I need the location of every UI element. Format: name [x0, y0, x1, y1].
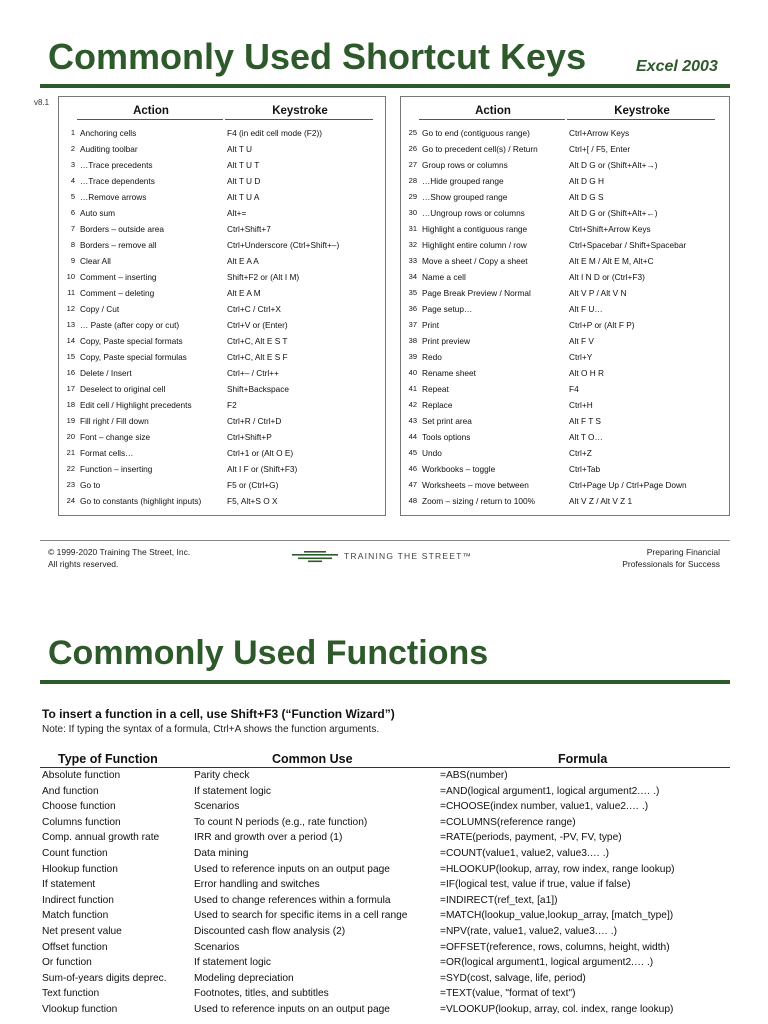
shortcut-action: Comment – inserting: [80, 272, 157, 282]
shortcut-keystroke: F4 (in edit cell mode (F2)): [227, 128, 322, 138]
shortcut-action: …Hide grouped range: [422, 176, 504, 186]
function-type: Indirect function: [42, 894, 114, 906]
shortcut-number: 31: [408, 224, 417, 233]
function-use: Data mining: [194, 847, 249, 859]
shortcut-keystroke: Ctrl+R / Ctrl+D: [227, 416, 282, 426]
footer-tagline: [560, 546, 720, 570]
shortcut-number: 1: [70, 128, 75, 137]
shortcut-action: Replace: [422, 400, 453, 410]
shortcut-row: [401, 189, 729, 205]
function-row: [0, 768, 768, 784]
shortcut-number: 8: [70, 240, 75, 249]
shortcut-number: 41: [408, 384, 417, 393]
function-row: [0, 940, 768, 956]
company-logo: [292, 546, 472, 566]
shortcut-number: 45: [408, 448, 417, 457]
shortcut-keystroke: Ctrl+V or (Enter): [227, 320, 288, 330]
function-formula: =OFFSET(reference, rows, columns, height, width): [440, 941, 670, 953]
formula-header: Formula: [558, 752, 608, 766]
function-row: [0, 971, 768, 987]
shortcut-action: Zoom – sizing / return to 100%: [422, 496, 535, 506]
shortcut-row: [59, 269, 385, 285]
function-type: Columns function: [42, 816, 121, 828]
shortcut-keystroke: Ctrl+P or (Alt F P): [569, 320, 635, 330]
shortcut-row: [401, 477, 729, 493]
shortcut-action: Workbooks – toggle: [422, 464, 496, 474]
shortcut-number: 4: [70, 176, 75, 185]
shortcut-number: 32: [408, 240, 417, 249]
shortcut-keystroke: Ctrl+Tab: [569, 464, 601, 474]
function-row: [0, 986, 768, 1002]
footer-copyright: [48, 546, 190, 570]
shortcut-number: 42: [408, 400, 417, 409]
edition-label: Excel 2003: [636, 58, 718, 75]
shortcut-keystroke: Ctrl+C, Alt E S T: [227, 336, 288, 346]
shortcut-keystroke: Alt T U A: [227, 192, 260, 202]
shortcut-row: [59, 173, 385, 189]
shortcut-keystroke: Alt V Z / Alt V Z 1: [569, 496, 633, 506]
shortcut-keystroke: Ctrl+Page Up / Ctrl+Page Down: [569, 480, 687, 490]
shortcut-number: 22: [66, 464, 75, 473]
shortcut-row: [401, 285, 729, 301]
shortcut-keystroke: Alt D G H: [569, 176, 605, 186]
shortcut-row: [59, 381, 385, 397]
shortcut-action: Repeat: [422, 384, 449, 394]
shortcut-number: 5: [70, 192, 75, 201]
shortcut-row: [401, 253, 729, 269]
function-type: Count function: [42, 847, 108, 859]
shortcut-row: [59, 189, 385, 205]
shortcut-action: Highlight a contiguous range: [422, 224, 528, 234]
shortcut-action: …Remove arrows: [80, 192, 147, 202]
function-formula: =CHOOSE(index number, value1, value2.… .): [440, 801, 649, 813]
shortcut-keystroke: Alt T U: [227, 144, 253, 154]
shortcut-row: [59, 317, 385, 333]
shortcut-action: Highlight entire column / row: [422, 240, 527, 250]
shortcuts-table-right: [400, 96, 730, 516]
shortcut-number: 10: [66, 272, 75, 281]
shortcut-row: [401, 493, 729, 509]
tagline-line-2: Professionals for Success: [622, 559, 720, 569]
shortcut-keystroke: Shift+Backspace: [227, 384, 290, 394]
shortcut-keystroke: Alt D G or (Shift+Alt+→): [569, 160, 658, 170]
shortcut-row: [59, 429, 385, 445]
function-type: Offset function: [42, 941, 108, 953]
function-formula: =HLOOKUP(lookup, array, row index, range lookup): [440, 863, 675, 875]
function-use: Error handling and switches: [194, 879, 320, 891]
type-of-function-header: Type of Function: [58, 752, 158, 766]
shortcut-row: [401, 221, 729, 237]
shortcut-number: 38: [408, 336, 417, 345]
action-header: Action: [475, 105, 511, 117]
shortcut-row: [59, 157, 385, 173]
shortcut-row: [401, 461, 729, 477]
shortcut-number: 30: [408, 208, 417, 217]
shortcut-row: [59, 141, 385, 157]
shortcut-action: Fill right / Fill down: [80, 416, 149, 426]
function-type: Net present value: [42, 925, 122, 937]
shortcut-rows-right: [401, 125, 729, 509]
common-use-header: Common Use: [272, 752, 353, 766]
shortcut-row: [59, 333, 385, 349]
shortcut-row: [59, 365, 385, 381]
function-instruction: To insert a function in a cell, use Shift+F3 (“Function Wizard”): [42, 707, 395, 721]
function-formula: =VLOOKUP(lookup, array, col. index, range lookup): [440, 1003, 674, 1015]
shortcut-keystroke: Ctrl+Spacebar / Shift+Spacebar: [569, 240, 687, 250]
shortcut-action: Set print area: [422, 416, 472, 426]
shortcut-row: [401, 429, 729, 445]
shortcut-action: …Show grouped range: [422, 192, 508, 202]
function-formula: =IF(logical test, value if true, value if false): [440, 879, 631, 891]
shortcut-keystroke: Alt F U…: [569, 304, 603, 314]
shortcut-keystroke: F4: [569, 384, 579, 394]
functions-title-divider: [40, 680, 730, 684]
shortcut-number: 12: [66, 304, 75, 313]
shortcut-number: 43: [408, 416, 417, 425]
shortcut-row: [59, 477, 385, 493]
shortcut-row: [59, 285, 385, 301]
function-use: Used to reference inputs on an output page: [194, 1003, 390, 1015]
shortcut-row: [401, 397, 729, 413]
function-type: If statement: [42, 879, 96, 891]
shortcut-action: Format cells…: [80, 448, 134, 458]
function-type: Vlookup function: [42, 1003, 118, 1015]
shortcut-action: Name a cell: [422, 272, 466, 282]
shortcut-row: [59, 461, 385, 477]
shortcut-number: 47: [408, 480, 417, 489]
keystroke-header-underline: [567, 119, 715, 120]
shortcut-number: 9: [70, 256, 75, 265]
shortcut-keystroke: Ctrl+C, Alt E S F: [227, 352, 288, 362]
shortcut-keystroke: Alt E A M: [227, 288, 261, 298]
shortcut-action: Auto sum: [80, 208, 116, 218]
shortcut-keystroke: Ctrl+Shift+7: [227, 224, 271, 234]
shortcut-keystroke: Ctrl+– / Ctrl++: [227, 368, 279, 378]
function-type: Absolute function: [42, 770, 121, 781]
action-header-underline: [419, 119, 565, 120]
shortcut-number: 17: [66, 384, 75, 393]
function-use: Used to change references within a formula: [194, 894, 391, 906]
shortcut-row: [401, 173, 729, 189]
function-type: And function: [42, 785, 99, 797]
function-type: Comp. annual growth rate: [42, 832, 160, 844]
function-row: [0, 815, 768, 831]
shortcut-row: [401, 333, 729, 349]
keystroke-header: Keystroke: [272, 105, 328, 117]
shortcut-action: Copy, Paste special formulas: [80, 352, 187, 362]
tagline-line-1: Preparing Financial: [646, 547, 720, 557]
shortcut-number: 39: [408, 352, 417, 361]
shortcut-number: 15: [66, 352, 75, 361]
shortcut-number: 7: [70, 224, 75, 233]
function-row: [0, 862, 768, 878]
shortcut-row: [59, 205, 385, 221]
function-type: Choose function: [42, 801, 116, 813]
shortcut-number: 23: [66, 480, 75, 489]
function-formula: =RATE(periods, payment, -PV, FV, type): [440, 832, 622, 844]
shortcut-keystroke: Ctrl+Y: [569, 352, 593, 362]
shortcut-keystroke: Alt F T S: [569, 416, 601, 426]
shortcut-number: 28: [408, 176, 417, 185]
shortcut-keystroke: Ctrl+[ / F5, Enter: [569, 144, 631, 154]
shortcut-action: Font – change size: [80, 432, 151, 442]
shortcut-row: [59, 125, 385, 141]
function-use: Scenarios: [194, 941, 240, 953]
shortcut-action: …Trace precedents: [80, 160, 153, 170]
function-use: Discounted cash flow analysis (2): [194, 925, 346, 937]
shortcut-keystroke: Alt I F or (Shift+F3): [227, 464, 298, 474]
shortcut-row: [401, 349, 729, 365]
shortcut-keystroke: Ctrl+Shift+P: [227, 432, 272, 442]
function-row: [0, 830, 768, 846]
shortcut-keystroke: Shift+F2 or (Alt I M): [227, 272, 300, 282]
shortcut-action: Borders – remove all: [80, 240, 157, 250]
shortcut-number: 37: [408, 320, 417, 329]
shortcut-number: 40: [408, 368, 417, 377]
shortcut-rows-left: [59, 125, 385, 509]
shortcut-action: Print: [422, 320, 440, 330]
shortcut-action: Auditing toolbar: [80, 144, 138, 154]
title-divider: [40, 84, 730, 88]
shortcut-number: 13: [66, 320, 75, 329]
shortcut-keystroke: Alt T U D: [227, 176, 261, 186]
shortcut-keystroke: Alt F V: [569, 336, 594, 346]
shortcut-number: 14: [66, 336, 75, 345]
shortcut-row: [401, 445, 729, 461]
shortcut-keystroke: F5, Alt+S O X: [227, 496, 278, 506]
shortcut-action: Redo: [422, 352, 442, 362]
shortcut-number: 36: [408, 304, 417, 313]
shortcut-number: 34: [408, 272, 417, 281]
shortcut-row: [401, 269, 729, 285]
shortcut-action: Group rows or columns: [422, 160, 508, 170]
function-formula: =NPV(rate, value1, value2, value3.… .): [440, 925, 617, 937]
shortcut-action: Go to: [80, 480, 101, 490]
shortcut-number: 11: [67, 288, 75, 297]
shortcut-action: Print preview: [422, 336, 470, 346]
action-header: Action: [133, 105, 169, 117]
shortcut-row: [59, 253, 385, 269]
shortcut-number: 25: [408, 128, 417, 137]
function-type: Hlookup function: [42, 863, 118, 875]
shortcut-keystroke: Alt V P / Alt V N: [569, 288, 627, 298]
shortcut-action: Deselect to original cell: [80, 384, 166, 394]
shortcut-row: [401, 301, 729, 317]
shortcut-number: 2: [70, 144, 75, 153]
function-type: Sum-of-years digits deprec.: [42, 972, 167, 984]
shortcut-action: Worksheets – move between: [422, 480, 529, 490]
rights-text: All rights reserved.: [48, 559, 119, 569]
shortcut-row: [59, 237, 385, 253]
footer-divider: [40, 540, 730, 541]
shortcut-keystroke: Ctrl+Underscore (Ctrl+Shift+–): [227, 240, 340, 250]
shortcut-number: 3: [70, 160, 75, 169]
function-type: Match function: [42, 910, 109, 922]
function-formula: =AND(logical argument1, logical argument2.… .): [440, 785, 660, 797]
function-row: [0, 893, 768, 909]
shortcut-keystroke: F2: [227, 400, 237, 410]
copyright-text: © 1999-2020 Training The Street, Inc.: [48, 547, 191, 557]
function-formula: =COLUMNS(reference range): [440, 816, 576, 828]
shortcut-number: 26: [408, 144, 417, 153]
function-use: Parity check: [194, 770, 250, 781]
function-formula: =SYD(cost, salvage, life, period): [440, 972, 586, 984]
function-row: [0, 784, 768, 800]
shortcut-number: 19: [66, 416, 75, 425]
shortcut-keystroke: Ctrl+Z: [569, 448, 592, 458]
function-use: Footnotes, titles, and subtitles: [194, 988, 329, 1000]
function-rows: [0, 768, 768, 1018]
shortcut-action: Undo: [422, 448, 442, 458]
shortcut-keystroke: Ctrl+Arrow Keys: [569, 128, 630, 138]
function-formula: =OR(logical argument1, logical argument2.… .): [440, 957, 654, 969]
function-row: [0, 846, 768, 862]
shortcut-action: Go to constants (highlight inputs): [80, 496, 202, 506]
function-use: If statement logic: [194, 785, 272, 797]
function-use: If statement logic: [194, 957, 272, 969]
version-label: v8.1: [34, 98, 50, 107]
keystroke-header: Keystroke: [614, 105, 670, 117]
action-header-underline: [77, 119, 223, 120]
function-use: Used to search for specific items in a cell range: [194, 910, 408, 922]
function-formula: =COUNT(value1, value2, value3.… .): [440, 847, 610, 859]
function-use: To count N periods (e.g., rate function): [194, 816, 368, 828]
shortcut-number: 24: [66, 496, 75, 505]
shortcut-action: Page setup…: [422, 304, 473, 314]
shortcut-number: 21: [66, 448, 75, 457]
function-formula: =ABS(number): [440, 770, 508, 781]
shortcut-action: Comment – deleting: [80, 288, 155, 298]
shortcut-number: 46: [408, 464, 417, 473]
shortcut-row: [401, 413, 729, 429]
shortcuts-title: Commonly Used Shortcut Keys: [48, 36, 587, 77]
shortcut-row: [401, 125, 729, 141]
shortcut-row: [401, 141, 729, 157]
shortcut-keystroke: Ctrl+Shift+Arrow Keys: [569, 224, 651, 234]
shortcut-action: Function – inserting: [80, 464, 153, 474]
shortcut-action: Copy, Paste special formats: [80, 336, 183, 346]
function-row: [0, 908, 768, 924]
function-formula: =TEXT(value, "format of text"): [440, 988, 576, 1000]
shortcut-number: 35: [408, 288, 417, 297]
shortcut-number: 18: [66, 400, 75, 409]
shortcut-action: Page Break Preview / Normal: [422, 288, 531, 298]
shortcut-keystroke: Alt D G or (Shift+Alt+←): [569, 208, 658, 218]
shortcut-keystroke: Alt+=: [227, 208, 247, 218]
shortcut-action: Tools options: [422, 432, 471, 442]
shortcuts-table-left: [58, 96, 386, 516]
shortcut-keystroke: Alt T O…: [569, 432, 603, 442]
shortcut-number: 44: [408, 432, 417, 441]
shortcut-row: [59, 349, 385, 365]
function-type: Or function: [42, 957, 92, 969]
shortcut-action: …Ungroup rows or columns: [422, 208, 525, 218]
shortcut-number: 16: [66, 368, 75, 377]
shortcut-row: [401, 381, 729, 397]
logo-text: TRAINING THE STREET™: [344, 551, 473, 561]
shortcut-action: Edit cell / Highlight precedents: [80, 400, 192, 410]
function-row: [0, 799, 768, 815]
shortcut-keystroke: Alt O H R: [569, 368, 605, 378]
shortcut-number: 20: [66, 432, 75, 441]
logo-mark-icon: [292, 549, 338, 563]
shortcut-action: Anchoring cells: [80, 128, 137, 138]
shortcut-keystroke: Alt T U T: [227, 160, 260, 170]
shortcut-number: 29: [408, 192, 417, 201]
shortcut-keystroke: Alt D G S: [569, 192, 604, 202]
shortcut-action: Clear All: [80, 256, 111, 266]
shortcut-action: … Paste (after copy or cut): [80, 320, 180, 330]
shortcut-action: …Trace dependents: [80, 176, 155, 186]
shortcut-number: 27: [408, 160, 417, 169]
shortcut-row: [401, 317, 729, 333]
function-row: [0, 877, 768, 893]
shortcut-row: [59, 397, 385, 413]
shortcut-keystroke: Ctrl+C / Ctrl+X: [227, 304, 281, 314]
shortcut-keystroke: F5 or (Ctrl+G): [227, 480, 279, 490]
shortcut-row: [401, 205, 729, 221]
shortcut-keystroke: Alt I N D or (Ctrl+F3): [569, 272, 645, 282]
shortcut-action: Rename sheet: [422, 368, 476, 378]
shortcut-keystroke: Alt E A A: [227, 256, 259, 266]
function-row: [0, 924, 768, 940]
functions-title: Commonly Used Functions: [48, 634, 489, 672]
shortcut-action: Borders – outside area: [80, 224, 164, 234]
shortcut-number: 33: [408, 256, 417, 265]
function-row: [0, 1002, 768, 1018]
shortcut-row: [401, 157, 729, 173]
shortcut-action: Copy / Cut: [80, 304, 120, 314]
function-use: IRR and growth over a period (1): [194, 832, 343, 844]
function-note: Note: If typing the syntax of a formula, Ctrl+A shows the function arguments.: [42, 724, 380, 735]
shortcut-action: Go to end (contiguous range): [422, 128, 530, 138]
keystroke-header-underline: [225, 119, 373, 120]
shortcut-row: [59, 221, 385, 237]
function-use: Used to reference inputs on an output page: [194, 863, 390, 875]
shortcut-row: [59, 301, 385, 317]
shortcut-number: 48: [408, 496, 417, 505]
shortcut-keystroke: Ctrl+H: [569, 400, 593, 410]
shortcut-row: [401, 237, 729, 253]
function-formula: =MATCH(lookup_value,lookup_array, [match_type]): [440, 910, 674, 922]
shortcut-keystroke: Ctrl+1 or (Alt O E): [227, 448, 294, 458]
function-row: [0, 955, 768, 971]
function-use: Scenarios: [194, 801, 240, 813]
function-type: Text function: [42, 988, 100, 1000]
shortcut-number: 6: [70, 208, 75, 217]
shortcut-action: Delete / Insert: [80, 368, 132, 378]
shortcut-action: Go to precedent cell(s) / Return: [422, 144, 538, 154]
function-formula: =INDIRECT(ref_text, [a1]): [440, 894, 558, 906]
shortcut-action: Move a sheet / Copy a sheet: [422, 256, 528, 266]
shortcut-row: [59, 445, 385, 461]
shortcut-keystroke: Alt E M / Alt E M, Alt+C: [569, 256, 654, 266]
function-use: Modeling depreciation: [194, 972, 294, 984]
shortcut-row: [59, 413, 385, 429]
shortcut-row: [401, 365, 729, 381]
shortcut-row: [59, 493, 385, 509]
